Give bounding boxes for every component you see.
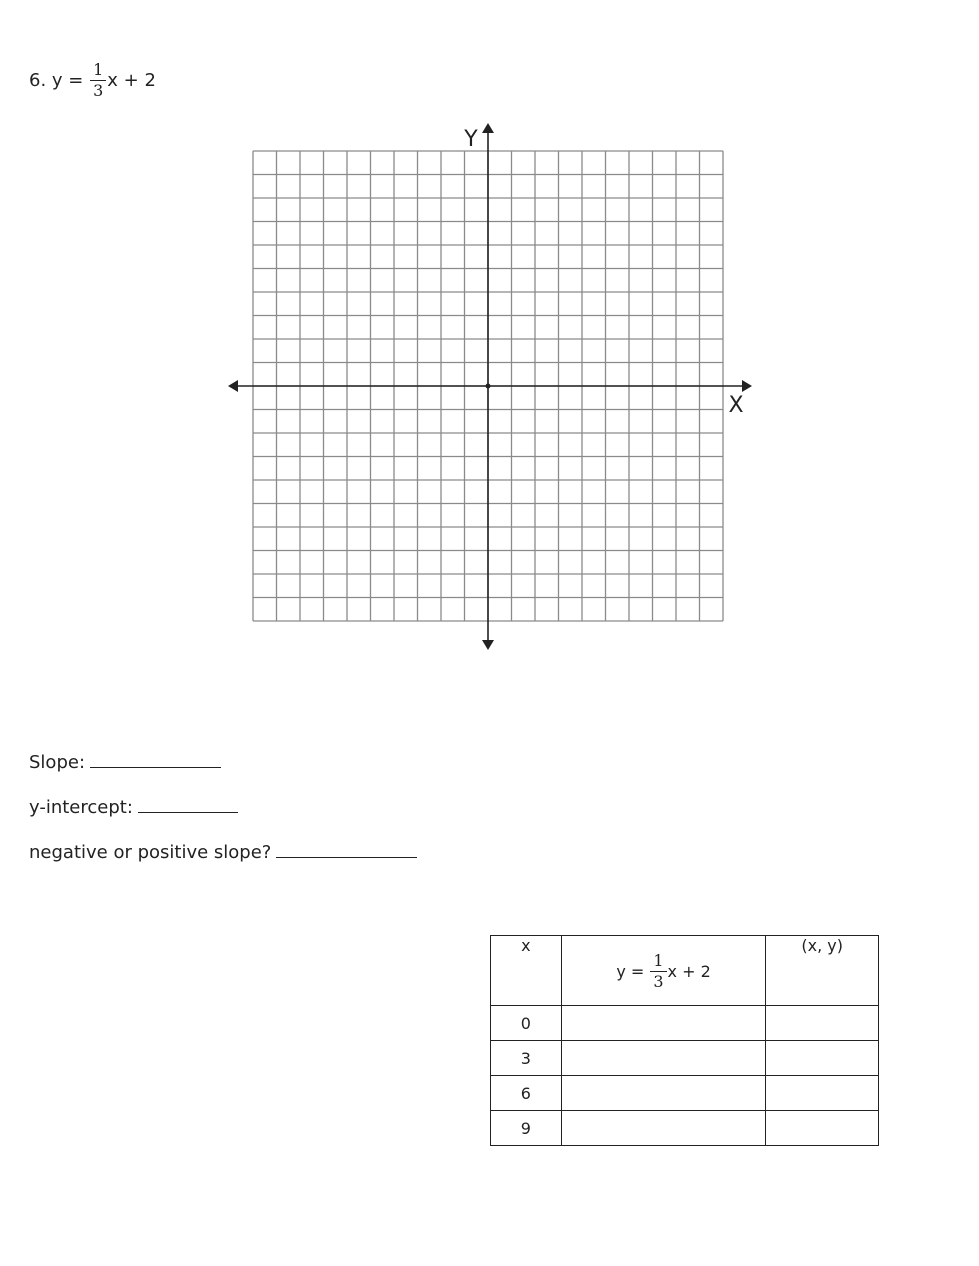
x-value-cell: 6 [491,1076,562,1111]
slope-question [29,752,221,773]
origin-point [486,384,491,389]
value-table [490,935,879,1146]
header-eq-prefix: y = [616,962,650,981]
intercept-answer-blank[interactable] [138,797,238,813]
x-axis-label: X [728,393,744,418]
y-axis-bottom-arrow [482,640,494,650]
y-axis-top-arrow [482,123,494,133]
slope-label: Slope: [29,752,86,773]
coordinate-grid [220,118,760,658]
fraction-numerator: 1 [90,61,106,81]
intercept-question [29,797,238,818]
header-xy: (x, y) [766,936,879,1006]
problem-equation [29,56,156,104]
header-fraction-denominator: 3 [653,972,664,991]
y-axis-label: Y [464,127,478,152]
point-cell[interactable] [766,1041,879,1076]
slope-answer-blank[interactable] [90,752,221,768]
header-fraction-numerator: 1 [650,952,666,972]
fraction-denominator: 3 [93,80,104,100]
problem-suffix: x + 2 [107,69,156,91]
header-eq-suffix: x + 2 [667,962,711,981]
intercept-label: y-intercept: [29,797,133,818]
slope-sign-label: negative or positive slope? [29,842,272,863]
problem-prefix: 6. y = [29,69,90,91]
table-row [491,1041,879,1076]
y-value-cell[interactable] [561,1041,766,1076]
point-cell[interactable] [766,1111,879,1146]
x-value-cell: 3 [491,1041,562,1076]
table-row [491,1111,879,1146]
x-value-cell: 9 [491,1111,562,1146]
header-x: x [491,936,562,1006]
x-axis-left-arrow [228,380,238,392]
y-value-cell[interactable] [561,1111,766,1146]
y-value-cell[interactable] [561,1076,766,1111]
x-value-cell: 0 [491,1006,562,1041]
x-axis-right-arrow [742,380,752,392]
header-equation [561,936,766,1006]
point-cell[interactable] [766,1006,879,1041]
slope-sign-answer-blank[interactable] [276,842,417,858]
table-row [491,1006,879,1041]
header-fraction [650,952,666,991]
slope-sign-question [29,842,417,863]
table-header-row [491,936,879,1006]
y-value-cell[interactable] [561,1006,766,1041]
table-row [491,1076,879,1111]
fraction-one-third [90,61,106,100]
point-cell[interactable] [766,1076,879,1111]
